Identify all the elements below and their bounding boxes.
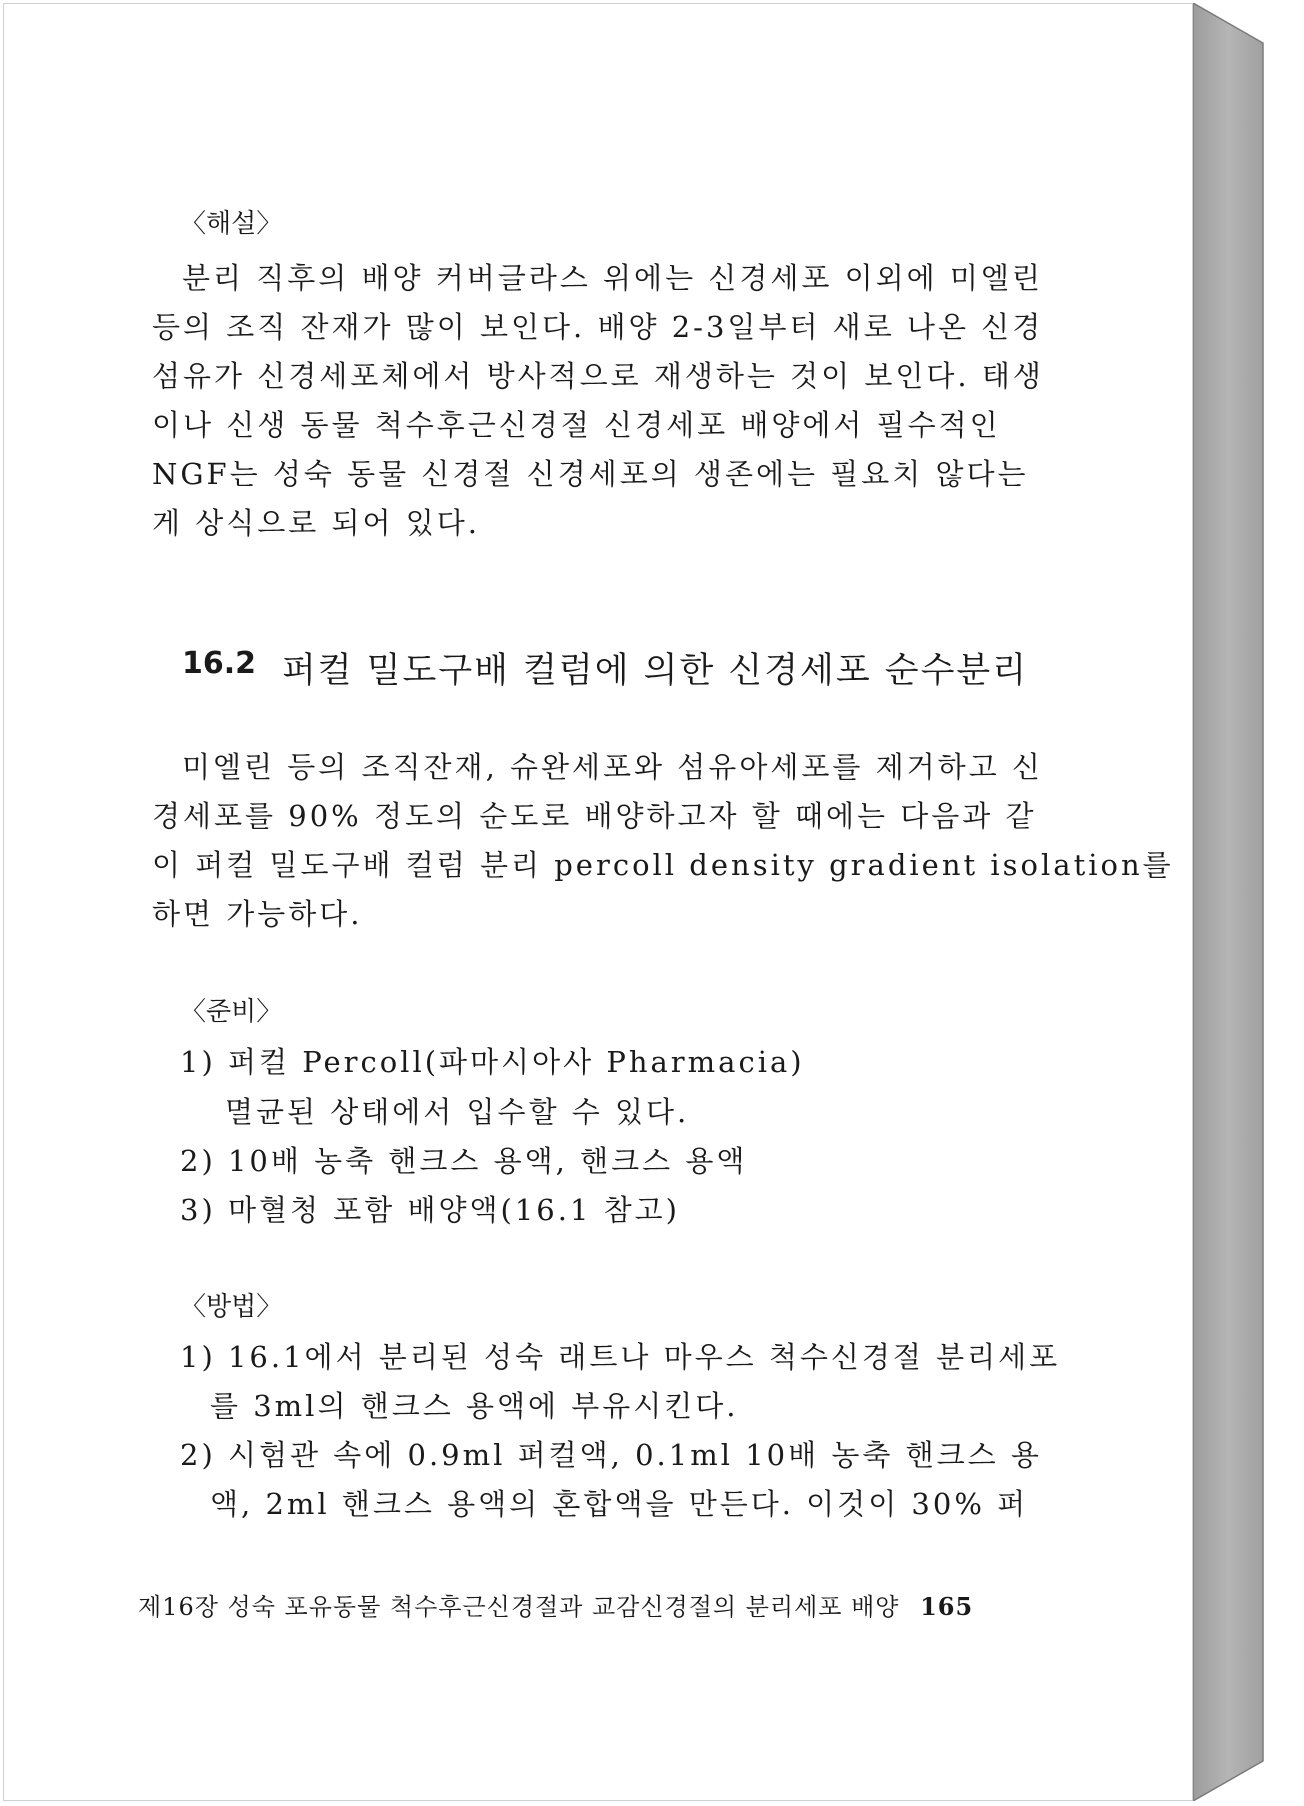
section-title: 퍼컬 밀도구배 컬럼에 의한 신경세포 순수분리 bbox=[282, 651, 1029, 691]
prep-heading: 〈준비〉 bbox=[180, 997, 283, 1027]
commentary-line: NGF는 성숙 동물 신경절 신경세포의 생존에는 필요치 않다는 bbox=[152, 457, 1029, 491]
intro-line: 경세포를 90% 정도의 순도로 배양하고자 할 때에는 다음과 같 bbox=[152, 799, 1037, 833]
intro-line: 미엘린 등의 조직잔재, 슈완세포와 섬유아세포를 제거하고 신 bbox=[182, 750, 1043, 784]
prep-item: 2) 10배 농축 핸크스 용액, 핸크스 용액 bbox=[180, 1144, 748, 1178]
method-item: 1) 16.1에서 분리된 성숙 래트나 마우스 척수신경절 분리세포 bbox=[180, 1340, 1061, 1374]
commentary-line: 등의 조직 잔재가 많이 보인다. 배양 2-3일부터 새로 나온 신경 bbox=[152, 310, 1044, 344]
page-number: 165 bbox=[920, 1592, 974, 1621]
section-number: 16.2 bbox=[182, 646, 257, 681]
commentary-line: 이나 신생 동물 척수후근신경절 신경세포 배양에서 필수적인 bbox=[152, 408, 1001, 442]
intro-line: 하면 가능하다. bbox=[152, 897, 363, 931]
intro-line: 이 퍼컬 밀도구배 컬럼 분리 percoll density gradient isolation를 bbox=[152, 848, 1174, 882]
commentary-line: 게 상식으로 되어 있다. bbox=[152, 506, 480, 540]
running-footer bbox=[138, 1587, 973, 1622]
prep-item: 1) 퍼컬 Percoll(파마시아사 Pharmacia) bbox=[180, 1045, 805, 1079]
commentary-line: 분리 직후의 배양 커버글라스 위에는 신경세포 이외에 미엘린 bbox=[182, 261, 1043, 295]
method-item-cont: 를 3ml의 핸크스 용액에 부유시킨다. bbox=[210, 1389, 739, 1423]
method-item: 2) 시험관 속에 0.9ml 퍼컬액, 0.1ml 10배 농축 핸크스 용 bbox=[180, 1438, 1042, 1472]
book-spine bbox=[1193, 3, 1268, 1801]
chapter-title: 제16장 성숙 포유동물 척수후근신경절과 교감신경절의 분리세포 배양 bbox=[138, 1593, 900, 1621]
commentary-line: 섬유가 신경세포체에서 방사적으로 재생하는 것이 보인다. 태생 bbox=[152, 359, 1044, 393]
method-heading: 〈방법〉 bbox=[180, 1292, 283, 1322]
prep-item: 3) 마혈청 포함 배양액(16.1 참고) bbox=[180, 1193, 680, 1227]
commentary-heading: 〈해설〉 bbox=[180, 209, 283, 239]
method-item-cont: 액, 2ml 핸크스 용액의 혼합액을 만든다. 이것이 30% 퍼 bbox=[210, 1487, 1029, 1521]
prep-item-note: 멸균된 상태에서 입수할 수 있다. bbox=[225, 1095, 690, 1129]
